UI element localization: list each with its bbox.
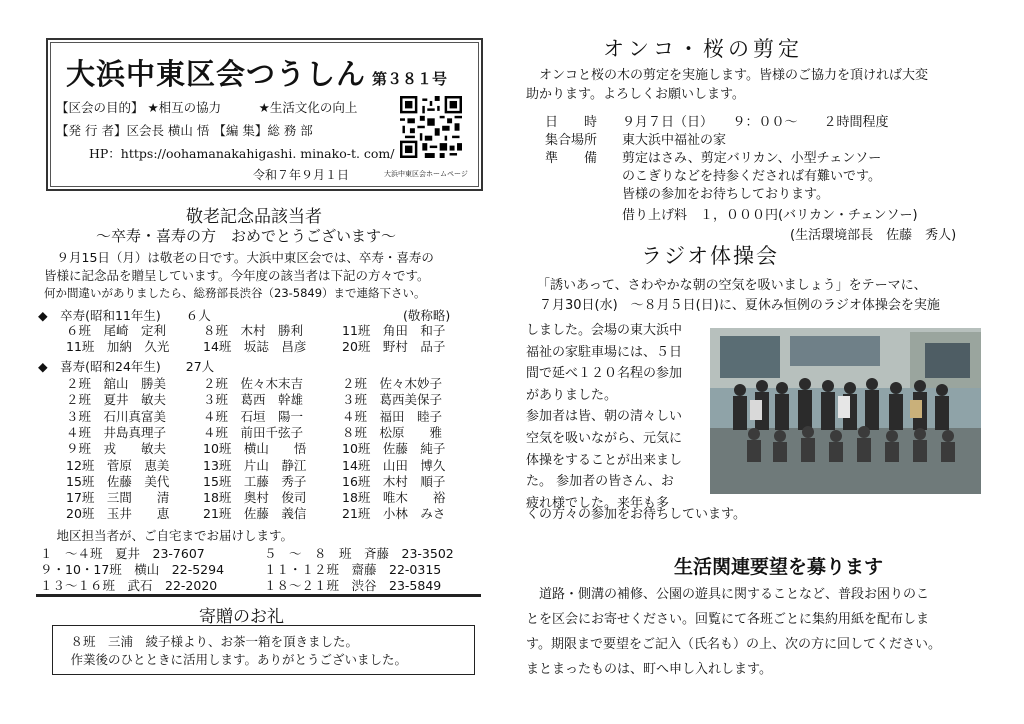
delivery-contact: １８～２１班 渋谷 23-5849 [264, 578, 442, 593]
honorific-note: (敬称略) [403, 308, 451, 323]
keirou-section-title: 敬老記念品該当者 [186, 207, 322, 227]
keirou-intro-line: 皆様に記念品を贈呈しています。今年度の該当者は下記の方々です。 [44, 268, 430, 283]
kizou-line: ８班 三浦 綾子様より、お茶一箱を頂きました。 [58, 634, 359, 649]
qr-code-icon[interactable] [400, 96, 462, 158]
onko-prep-line: のこぎりなどを持参くだされば有難いです。 [622, 169, 881, 184]
kiju-name: 21班 小林 みさ [342, 506, 446, 522]
kiju-name: 20班 玉井 恵 [66, 506, 170, 522]
issue-number: 第３８１号 [372, 70, 448, 88]
youbou-line: とを区会にお寄せください。回覧にて各班ごとに集約用紙を配布しま [526, 612, 930, 627]
group-photo [710, 328, 981, 494]
kiju-name: 10班 佐藤 純子 [342, 441, 446, 457]
kiju-name: 10班 横山 悟 [203, 441, 307, 457]
radio-line: がありました。 [526, 387, 618, 403]
kiju-name: 16班 木村 順子 [342, 473, 446, 489]
radio-line: 間で延べ１２０名程の参加 [526, 366, 683, 382]
radio-section-title: ラジオ体操会 [641, 244, 779, 268]
issue-date: 令和７年９月１日 [253, 168, 350, 182]
radio-line: 「誘いあって、さわやかな朝の空気を吸いましょう」をテーマに、 [537, 278, 927, 293]
kiju-name: 12班 菅原 恵美 [66, 457, 170, 473]
association-purpose: 【区会の目的】 ★相互の協力 ★生活文化の向上 [56, 100, 358, 115]
kiju-name: ４班 石垣 陽一 [203, 408, 304, 424]
delivery-contact: ５ ～ ８ 班 斉藤 23-3502 [264, 546, 454, 561]
onko-intro-line: オンコと桜の木の剪定を実施します。皆様のご協力を頂ければ大変 [526, 68, 928, 83]
kiju-name: ２班 夏井 敏夫 [66, 392, 167, 408]
kiju-header: ◆ 喜寿(昭和24年生) 27人 [38, 359, 215, 374]
delivery-contact: １ ～４班 夏井 23-7607 [40, 546, 205, 561]
kiju-name: 18班 唯木 裕 [342, 490, 446, 506]
sotsuju-name: 14班 坂誌 昌彦 [203, 339, 307, 354]
kiju-name: ２班 佐々木末吉 [203, 376, 304, 391]
radio-line: くの方々の参加をお待ちしています。 [526, 507, 746, 522]
radio-line: た。 参加者の皆さん、お [526, 474, 674, 490]
delivery-contact: １１・１２班 齋藤 22-0315 [264, 562, 442, 577]
radio-line: 空気を吸いながら、元気に [526, 431, 683, 446]
onko-prep-line: 皆様の参加をお待ちしております。 [622, 187, 829, 202]
qr-caption: 大浜中東区会ホームページ [384, 170, 468, 178]
kiju-name: 21班 佐藤 義信 [203, 506, 307, 522]
radio-line: 体操をすることが出来まし [526, 452, 683, 468]
kiju-name: 15班 佐藤 美代 [66, 473, 170, 489]
section-divider [36, 594, 481, 597]
sotsuju-header: ◆ 卒寿(昭和11年生) ６人 [38, 308, 211, 323]
sotsuju-name: 11班 角田 和子 [342, 323, 446, 338]
kiju-name: ３班 石川真富美 [66, 408, 167, 424]
youbou-line: 道路・側溝の補修、公園の遊具に関することなど、普段お困りのこ [526, 587, 930, 602]
youbou-line: す。期限まで要望をご記入（氏名も）の上、次の方に回してください。 [526, 637, 941, 652]
keirou-intro-line: 何か間違いがありましたら、総務部長渋谷（23-5849）まで連絡下さい。 [44, 286, 426, 300]
kiju-name: ４班 前田千弦子 [203, 424, 304, 440]
kiju-name: ４班 福田 睦子 [342, 408, 443, 424]
onko-intro-line: 助かります。よろしくお願いします。 [526, 87, 745, 102]
radio-line: 福祉の家駐車場には、５日 [526, 344, 683, 360]
youbou-line: まとまったものは、町へ申し入れします。 [526, 662, 772, 677]
sotsuju-name: ８班 木村 勝利 [203, 323, 304, 338]
sotsuju-name: 11班 加納 久光 [66, 339, 170, 354]
radio-line: 参加者は皆、朝の清々しい [526, 409, 683, 425]
sotsuju-name: ６班 尾崎 定利 [66, 323, 167, 338]
kiju-name: 13班 片山 静江 [203, 457, 307, 473]
kizou-section-title: 寄贈のお礼 [199, 607, 284, 627]
publisher-line: 【発 行 者】区会長 横山 悟 【編 集】総 務 部 [56, 123, 313, 138]
radio-line: ７月30日(水) ～８月５日(日)に、夏休み恒例のラジオ体操会を実施 [526, 298, 940, 313]
radio-line: しました。会場の東大浜中 [526, 323, 683, 338]
kiju-name: ２班 佐々木妙子 [342, 376, 443, 391]
onko-prep-label: 準 備 [545, 151, 598, 166]
onko-date-label: 日 時 [545, 115, 598, 130]
onko-section-title: オンコ・桜の剪定 [603, 37, 803, 61]
onko-prep-line: 剪定はさみ、剪定バリカン、小型チェンソー [622, 151, 882, 166]
kiju-name: ２班 舘山 勝美 [66, 376, 167, 391]
sotsuju-name: 20班 野村 品子 [342, 339, 446, 354]
onko-place-label: 集合場所 [545, 133, 598, 148]
kiju-name: 14班 山田 博久 [342, 457, 446, 473]
onko-rental-fee: 借り上げ料 １，０００円(バリカン・チェンソー) [622, 208, 918, 223]
kiju-name: ３班 葛西 幹雄 [203, 392, 304, 408]
delivery-intro: 地区担当者が、ご自宅までお届けします。 [44, 528, 294, 543]
keirou-intro-line: ９月15日（月）は敬老の日です。大浜中東区会では、卒寿・喜寿の [44, 250, 434, 265]
kiju-name: ４班 井島真理子 [66, 424, 167, 440]
onko-place-value: 東大浜中福祉の家 [622, 133, 727, 148]
kiju-name: ９班 戎 敏夫 [66, 441, 167, 457]
kizou-line: 作業後のひとときに活用します。ありがとうございました。 [58, 652, 408, 667]
delivery-contact: １３～１６班 武石 22-2020 [40, 578, 218, 593]
keirou-subtitle: ～卒寿・喜寿の方 おめでとうございます～ [96, 227, 397, 245]
delivery-contact: ９・10・17班 横山 22-5294 [40, 562, 225, 577]
radio-line: 疲れ様でした。来年も多 [526, 495, 670, 511]
homepage-url[interactable]: HP：https://oohamanakahigashi. minako-t. com/ [89, 146, 395, 161]
kiju-name: ３班 葛西美保子 [342, 392, 443, 408]
kiju-name: 17班 三間 清 [66, 490, 170, 506]
kiju-name: ８班 松原 雅 [342, 424, 443, 440]
kiju-name: 15班 工藤 秀子 [203, 473, 307, 489]
onko-signature: (生活環境部長 佐藤 秀人) [790, 228, 957, 243]
kiju-name: 18班 奥村 俊司 [203, 490, 307, 506]
onko-date-value: ９月７日（日） ９：００～ ２時間程度 [622, 115, 889, 130]
newsletter-title: 大浜中東区会つうしん [66, 57, 367, 91]
youbou-section-title: 生活関連要望を募ります [674, 556, 884, 578]
